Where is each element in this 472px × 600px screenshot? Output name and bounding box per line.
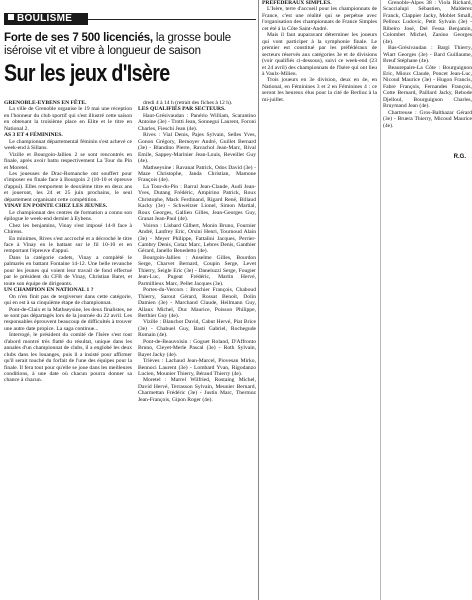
section-title: BOULISME: [17, 13, 73, 24]
paragraph: Portes-du-Vercors : Brochier François, Chaboud Thierry, Sarout Gérard, Rossat Benoît, Dolin Damien (3e) - Marchand Claude, Heilmann Guy, Allaux Michel, Duc Maurice, Poisson Philippe, Berthier Guy (4e).: [138, 287, 256, 319]
paragraph: dredi 4 à 14 h (retrait des fiches à 12 h).: [143, 100, 233, 106]
paragraph: On n'en finit pas de tergiverser dans cette catégorie, qui en est à sa cinquième étape de championnat.: [4, 293, 132, 307]
subheading: AS 3 ET 4 FÉMININES.: [4, 132, 63, 139]
article-column-4: [383, 0, 472, 129]
subheading: UN CHAMPION EN NATIONAL 1 ?: [4, 287, 94, 294]
paragraph: Bourgoin-Jallieu : Anselme Gilles, Bourdon Serge, Charvet Bernard, Coupin Serge, Levet Thierry, Seigle Eric (3e) - Daneluzzi Serge, Fougier Jean-Luc, Pugeat Frédéric, Martin Hervé, Parmillieux Marc, Pellet Jacques (3e).: [138, 254, 256, 287]
paragraph: Interrogé, le président du comité de l'Isère s'est tout d'abord montré très flatté du résultat, unique dans les annales d'un championnat de clubs, il a englobé les deux clubs dans les louanges, puis il a insisté pour affirmer qu'il serait touché du forfait de l'une des équipes pour la finale. Il fera tout pour qu'elle se joue dans les meilleures conditions, à une date où chacun pourra donner sa chance à chacun.: [4, 332, 132, 384]
paragraph: Haut-Grésivaudan : Panério William, Scarantino Antoine (3e) - Trotti Jean, Sonnegui Laurent, Foroni Charles, Fieschi Jean (4e).: [138, 112, 256, 132]
kicker-bold: Forte de ses 7 500 licenciés,: [4, 32, 153, 44]
paragraph: Vizille : Blanchot David, Cabut Hervé, Piat Brice (3e) - Chabuel Guy, Basti Gabriel, Rochegude Romain (4e).: [138, 319, 256, 339]
author-signature: R.G.: [453, 154, 466, 160]
paragraph: Dans la catégorie cadets, Vinay a complété le palmarès en battant Fontaine 14-12. Une belle revanche pour les jeunes qui voient leur travail de fond effectué par le président du CFB de Vinay, Christian Baret, et toute son équipe de dirigeants.: [4, 254, 132, 287]
subheading: PRÉFÉDÉRAUX SIMPLES.: [262, 0, 332, 6]
paragraph: Mais il faut auparavant déterminer les joueurs qui vont participer à la symphonie finale. Le premier est constitué par les préfédéraux de secteurs réservés aux catégories 3e et 4e divisions (voir qualifiés ci-dessous), suivi ce week-end (23 et 24 avril) des championnats de l'Isère qui ont lieu à Vaulx-Milieu.: [262, 32, 377, 77]
paragraph: Chartreuse : Gros-Balthazar Gérard (3e) - Bruera Thierry, Micoud Maurice (4e).: [383, 109, 472, 129]
paragraph: Moretel : Marrel Wilfried, Rostaing Michel, David Hervé, Terrasson Sylvain, Meunier Bernard, Charmettan Frédéric (3e) - Justin Marc, Thermoz Jean-François, Gipon Roger (4e).: [138, 377, 256, 403]
paragraph: Le championnat des centres de formation a connu son épilogue le week-end dernier à Eybens.: [4, 209, 132, 223]
article-column-1: [4, 100, 132, 384]
paragraph: Voiron : Lisbard Gilbert, Monin Bruno, Fournier André, Lanfrey Eric, Orsini Henri, Tournoud Alain (3e) - Meyer Philippe, Fattalini Jacques, Perrier-Cambry Denis, Cotaz Marc, Lebres Denis, Ganthier Gérard, Janello Benedetto (4e).: [138, 222, 256, 255]
paragraph: Trois joueurs en 3e division, deux en 4e, en National, en Féminines 3 et 2 en Féminines 4 : ce seront les heureux élus pour la cité de Berlioz à la mi-juillet.: [262, 77, 377, 103]
paragraph: Rives : Vial Denis, Pajes Sylvain, Selles Yves, Gonon Grégory, Bernoyer André, Guillet Bernard (3e) - Blandino Pierre, Ravachol Jean-Marc, Rival Emile, Sappey-Marinier Jean-Louis, Reveillet Guy (4e).: [138, 132, 256, 165]
paragraph: Chez les benjamins, Vinay s'est imposé 14-8 face à Chirens.: [4, 222, 132, 236]
paragraph: Grenoble-Alpes 38 : Viola Richard, Scaccialupi Sébastien, Malderez Franck, Clappier Jacky, Moblet Small, Pelloux Ludovic, Petit Sylvain (3e) - Ribeiro José, Del Fessa Benjamin, Colombet Michel, Zanino Georges (4e).: [383, 0, 472, 45]
column-divider: [258, 0, 259, 600]
paragraph: Vizille et Bourgoin-Jallieu 2 se sont rencontrés en finale, après avoir battu respectivement La Tour du Pin et Moretel.: [4, 151, 132, 171]
paragraph: En minimes, Rives s'est accroché et a décroché le titre face à Vinay en le battant sur le fil 10-10 et en remportant l'épreuve d'appui.: [4, 235, 132, 255]
article-kicker: [4, 32, 256, 58]
paragraph: La Tour-du-Pin : Barral Jean-Claude, Audi Jean-Yves, Dutang Frédéric, Ampirino Patrick, Roux Christophe, Mack Ferdinand, Rigard René, Billaud Kacky (3e) - Schweitzer Lionel, Simon Martial, Roux Georges, Gallien Gilles, Jean-Georges Guy, Granat Jean-Paul (4e).: [138, 183, 256, 223]
article-headline: Sur les jeux d'Isère: [4, 60, 170, 87]
paragraph: Bas-Grésivaudan : Bargi Thierry, Wiart Georges (3e) - Bard Guillaume, Breuf Stéphane (4e).: [383, 45, 472, 65]
column-divider: [380, 0, 381, 600]
paragraph: Trièves : Lachaud Jean-Marcel, Piovesan Mirko, Bennoci Laurent (3e) - Lombard Yvan, Rigodanzo Lucien, Mounier Thierry, Béraud Thierry (4e).: [138, 358, 256, 378]
subheading: GRENOBLE-EYBENS EN FÊTE.: [4, 100, 87, 106]
paragraph: Beaurepaire-La Côte : Bourguignon Eric, Mioux Claude, Poncet Jean-Luc, Nicoud Maurice (3e) - Hugon Francis, Fabre François, Fernandes François, Cotte Bernard, Paillard Jacky, Rebode Djelloul, Bourguignon Charles, Bruymand Jean (4e).: [383, 64, 472, 110]
kicker-rest: la grosse boule iséroise vit et vibre à longueur de saison: [4, 32, 231, 57]
paragraph: Le championnat départemental féminin s'est achevé ce week-end à Sillans.: [4, 138, 132, 152]
paragraph: Les joueuses de Drac-Romanche ont souffert pour s'imposer en finale face à Bourgoin 2 (10-10 et épreuve d'appui). Elles remportent le deuxième titre en deux ans et joueront, les 24 et 25 juin prochains, le seul département organisant cette compétition.: [4, 170, 132, 203]
paragraph: Pont-de-Claix et la Mathseysine, les deux finalistes, ne se sont pas départagés lors de la journée du 22 avril. Les responsables éprouvent beaucoup de difficultés à trouver une autre date propice. La saga continue...: [4, 306, 132, 332]
section-header: [4, 13, 88, 25]
section-rule: [88, 19, 256, 20]
paragraph: Pont-de-Beauvoisin : Goguet Roland, D'Affronto Bruno, Cleyet-Merle Pascal (3e) - Roth Sylvain, Bayet Jacky (4e).: [138, 338, 256, 358]
paragraph: La ville de Grenoble organise le 19 mai une réception en l'honneur du club sportif qui s'est illustré cette saison en obtenant la troisième place en Elite et le titre en National 2.: [4, 106, 132, 132]
subheading: VINAY EN POINTE CHEZ LES JEUNES.: [4, 203, 108, 210]
paragraph: L'Isère, terre d'accueil pour les championnats de France, c'est une réalité qui se perpétue avec l'organisation des championnats de France Simples cet été à la Côte Saint-André.: [262, 6, 377, 32]
subheading: LES QUALIFIÉS PAR SECTEURS.: [138, 106, 226, 113]
article-column-3: [262, 0, 377, 103]
section-square-icon: [8, 14, 14, 20]
article-column-2: [138, 100, 256, 403]
paragraph: Mathseysine : Ravanat Patrick, Odos David (3e) - Maze Christophe, Janda Christian, Mamone François (4e).: [138, 164, 256, 184]
